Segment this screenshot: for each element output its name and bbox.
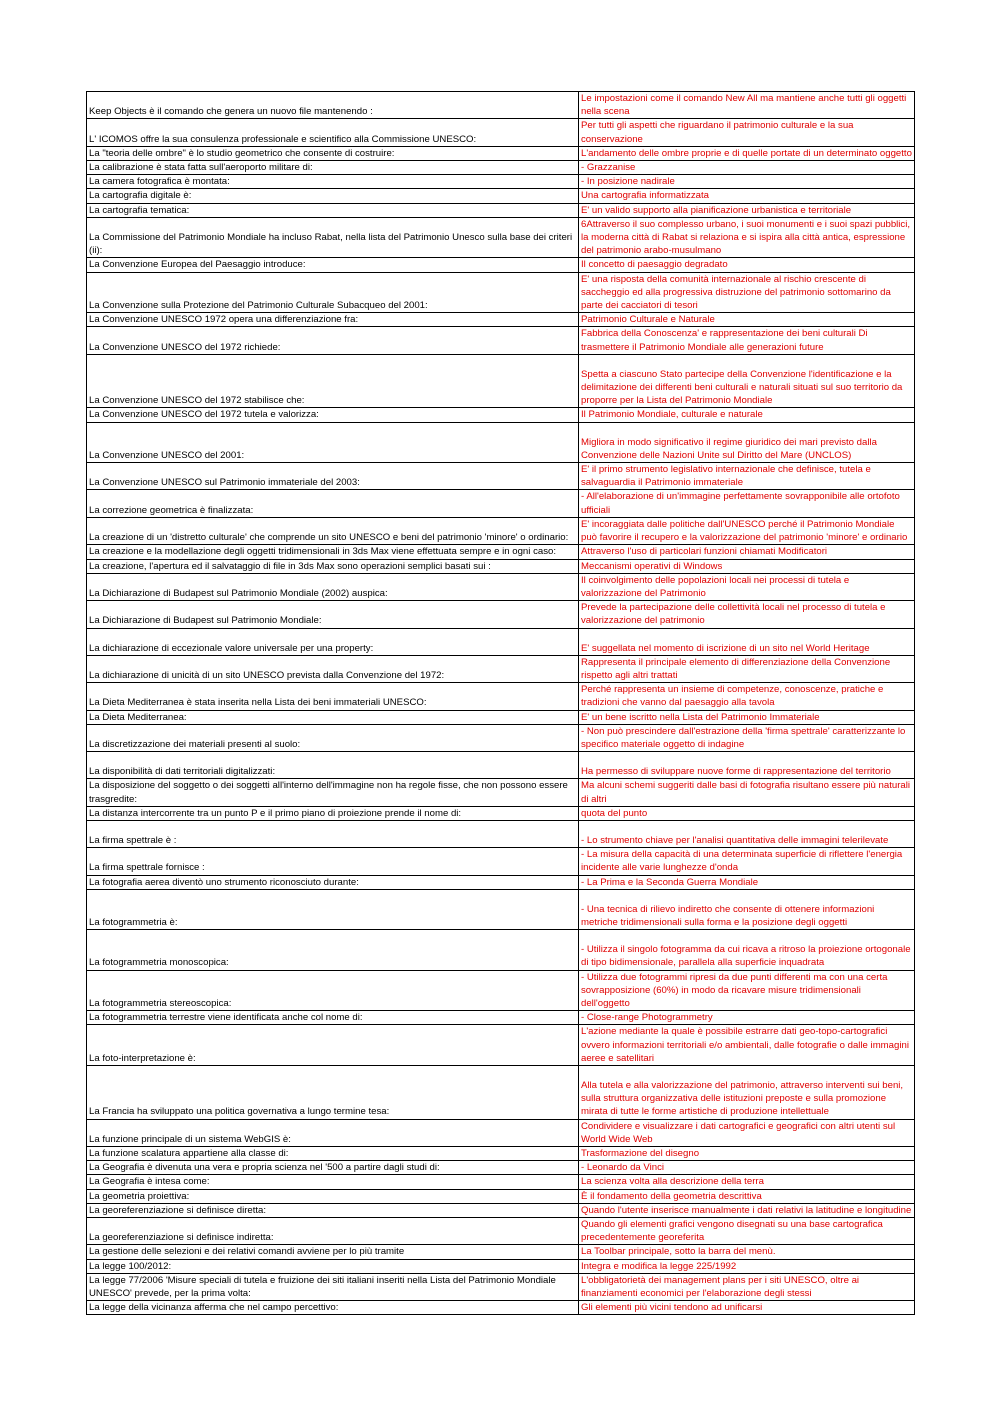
answer-cell: Integra e modifica la legge 225/1992	[579, 1259, 915, 1273]
table-row	[87, 217, 915, 258]
answer-cell: Meccanismi operativi di Windows	[579, 559, 915, 573]
answer-cell: Prevede la partecipazione delle collettività locali nel processo di tutela e valorizzazione del patrimonio	[579, 601, 915, 628]
question-cell: La Dieta Mediterranea:	[87, 710, 579, 724]
table-row	[87, 752, 915, 779]
answer-cell: - All'elaborazione di un'immagine perfettamente sovrapponibile alle ortofoto ufficiali	[579, 490, 915, 517]
question-cell: La Convenzione UNESCO del 1972 tutela e valorizza:	[87, 408, 579, 422]
answer-cell: E' incoraggiata dalle politiche dall'UNESCO perché il Patrimonio Mondiale può favorire il recupero e la valorizzazione del patrimonio 'minore' e ordinario	[579, 517, 915, 544]
table-row	[87, 1025, 915, 1066]
table-row	[87, 970, 915, 1011]
answer-cell: E' un bene iscritto nella Lista del Patrimonio Immateriale	[579, 710, 915, 724]
answer-cell: Rappresenta il principale elemento di differenziazione della Convenzione rispetto agli altri trattati	[579, 655, 915, 682]
answer-cell: Il concetto di paesaggio degradato	[579, 258, 915, 272]
question-cell: Keep Objects è il comando che genera un nuovo file mantenendo :	[87, 92, 579, 119]
question-cell: La dichiarazione di eccezionale valore universale per una property:	[87, 628, 579, 655]
answer-cell: Perché rappresenta un insieme di competenze, conoscenze, pratiche e tradizioni che vanno dal paesaggio alla tavola	[579, 683, 915, 710]
answer-cell: Le impostazioni come il comando New All ma mantiene anche tutti gli oggetti nella scena	[579, 92, 915, 119]
table-row	[87, 655, 915, 682]
table-row	[87, 92, 915, 119]
table-row	[87, 161, 915, 175]
table-row	[87, 408, 915, 422]
answer-cell: L'andamento delle ombre proprie e di quelle portate di un determinato oggetto	[579, 146, 915, 160]
question-cell: La legge 100/2012:	[87, 1259, 579, 1273]
answer-cell: Il coinvolgimento delle popolazioni locali nei processi di tutela e valorizzazione del Patrimonio	[579, 573, 915, 600]
answer-cell: E' una risposta della comunità internazionale al rischio crescente di saccheggio ed alla progressiva distruzione del patrimonio sottomarino da parte dei cacciatori di tesori	[579, 272, 915, 313]
question-cell: La Convenzione Europea del Paesaggio introduce:	[87, 258, 579, 272]
table-row	[87, 875, 915, 889]
question-cell: La disposizione del soggetto o dei soggetti all'interno dell'immagine non ha regole fisse, che non possono essere trasgredite:	[87, 779, 579, 806]
table-row	[87, 820, 915, 847]
answer-cell: E' un valido supporto alla pianificazione urbanistica e territoriale	[579, 203, 915, 217]
answer-cell: - Grazzanise	[579, 161, 915, 175]
question-cell: L' ICOMOS offre la sua consulenza professionale e scientifico alla Commissione UNESCO:	[87, 119, 579, 146]
question-cell: La correzione geometrica è finalizzata:	[87, 490, 579, 517]
table-row	[87, 1301, 915, 1315]
question-cell: La Francia ha sviluppato una politica governativa a lungo termine tesa:	[87, 1066, 579, 1120]
question-cell: La funzione principale di un sistema WebGIS è:	[87, 1119, 579, 1146]
question-cell: La calibrazione è stata fatta sull'aeroporto militare di:	[87, 161, 579, 175]
table-row	[87, 1066, 915, 1120]
question-cell: La cartografia digitale è:	[87, 189, 579, 203]
table-row	[87, 189, 915, 203]
table-row	[87, 779, 915, 806]
question-cell: La dichiarazione di unicità di un sito UNESCO prevista dalla Convenzione del 1972:	[87, 655, 579, 682]
table-row	[87, 710, 915, 724]
table-row	[87, 559, 915, 573]
question-cell: La Convenzione UNESCO del 2001:	[87, 422, 579, 462]
question-cell: La fotogrammetria è:	[87, 889, 579, 929]
question-cell: La geometria proiettiva:	[87, 1189, 579, 1203]
answer-cell: Gli elementi più vicini tendono ad unificarsi	[579, 1301, 915, 1315]
table-row	[87, 327, 915, 354]
table-row	[87, 1011, 915, 1025]
question-cell: La firma spettrale fornisce :	[87, 848, 579, 875]
quiz-table	[86, 91, 915, 1315]
question-cell: La legge della vicinanza afferma che nel campo percettivo:	[87, 1301, 579, 1315]
answer-cell: Fabbrica della Conoscenza' e rappresentazione dei beni culturali Di trasmettere il Patrimonio Mondiale alle generazioni future	[579, 327, 915, 354]
question-cell: La Convenzione UNESCO 1972 opera una differenziazione fra:	[87, 313, 579, 327]
answer-cell: 6Attraverso il suo complesso urbano, i suoi monumenti e i suoi spazi pubblici, la moderna città di Rabat si relaziona e si ispira alla città antica, espressione del patrimonio arabo-musulmano	[579, 217, 915, 258]
question-cell: La Geografia è intesa come:	[87, 1175, 579, 1189]
table-row	[87, 354, 915, 408]
question-cell: La fotogrammetria stereoscopica:	[87, 970, 579, 1011]
question-cell: La creazione e la modellazione degli oggetti tridimensionali in 3ds Max viene effettuata sempre e in ogni caso:	[87, 545, 579, 559]
answer-cell: Una cartografia informatizzata	[579, 189, 915, 203]
question-cell: La Commissione del Patrimonio Mondiale ha incluso Rabat, nella lista del Patrimonio Unesco sulla base dei criteri (ii):	[87, 217, 579, 258]
answer-cell: Ma alcuni schemi suggeriti dalle basi di fotografia risultano essere più naturali di altri	[579, 779, 915, 806]
answer-cell: - La Prima e la Seconda Guerra Mondiale	[579, 875, 915, 889]
question-cell: La fotogrammetria terrestre viene identificata anche col nome di:	[87, 1011, 579, 1025]
answer-cell: Quando gli elementi grafici vengono disegnati su una base cartografica precedentemente georeferita	[579, 1218, 915, 1245]
quiz-table-body	[87, 92, 915, 1315]
answer-cell: E' il primo strumento legislativo internazionale che definisce, tutela e salvaguardia il Patrimonio immateriale	[579, 463, 915, 490]
answer-cell: Spetta a ciascuno Stato partecipe della Convenzione l'identificazione e la delimitazione dei differenti beni culturali e naturali situati sul suo territorio da proporre per la Lista del Patrimonio Mondiale	[579, 354, 915, 408]
answer-cell: Per tutti gli aspetti che riguardano il patrimonio culturale e la sua conservazione	[579, 119, 915, 146]
question-cell: La disponibilità di dati territoriali digitalizzati:	[87, 752, 579, 779]
answer-cell: Quando l'utente inserisce manualmente i dati relativi la latitudine e longitudine	[579, 1203, 915, 1217]
table-row	[87, 848, 915, 875]
table-row	[87, 517, 915, 544]
table-row	[87, 683, 915, 710]
table-row	[87, 313, 915, 327]
question-cell: La cartografia tematica:	[87, 203, 579, 217]
table-row	[87, 1119, 915, 1146]
question-cell: La Dichiarazione di Budapest sul Patrimonio Mondiale:	[87, 601, 579, 628]
table-row	[87, 119, 915, 146]
question-cell: La georeferenziazione si definisce diretta:	[87, 1203, 579, 1217]
question-cell: La foto-interpretazione è:	[87, 1025, 579, 1066]
table-row	[87, 463, 915, 490]
answer-cell: Migliora in modo significativo il regime giuridico dei mari previsto dalla Convenzione delle Nazioni Unite sul Diritto del Mare (UNCLOS)	[579, 422, 915, 462]
answer-cell: Il Patrimonio Mondiale, culturale e naturale	[579, 408, 915, 422]
question-cell: La Dichiarazione di Budapest sul Patrimonio Mondiale (2002) auspica:	[87, 573, 579, 600]
answer-cell: La scienza volta alla descrizione della terra	[579, 1175, 915, 1189]
question-cell: La creazione di un 'distretto culturale' che comprende un sito UNESCO e beni del patrimonio 'minore' o ordinario:	[87, 517, 579, 544]
table-row	[87, 601, 915, 628]
table-row	[87, 1189, 915, 1203]
answer-cell: E' suggellata nel momento di iscrizione di un sito nel World Heritage	[579, 628, 915, 655]
answer-cell: Attraverso l'uso di particolari funzioni chiamati Modificatori	[579, 545, 915, 559]
table-row	[87, 490, 915, 517]
question-cell: La firma spettrale è :	[87, 820, 579, 847]
question-cell: La Convenzione UNESCO del 1972 stabilisce che:	[87, 354, 579, 408]
answer-cell: - In posizione nadirale	[579, 175, 915, 189]
answer-cell: quota del punto	[579, 806, 915, 820]
answer-cell: - Close-range Photogrammetry	[579, 1011, 915, 1025]
table-row	[87, 930, 915, 970]
question-cell: La fotografia aerea diventò uno strumento riconosciuto durante:	[87, 875, 579, 889]
table-row	[87, 258, 915, 272]
question-cell: La legge 77/2006 'Misure speciali di tutela e fruizione dei siti italiani inseriti nella Lista del Patrimonio Mondiale UNESCO' prevede, per la prima volta:	[87, 1273, 579, 1300]
answer-cell: - Lo strumento chiave per l'analisi quantitativa delle immagini telerilevate	[579, 820, 915, 847]
answer-cell: - Leonardo da Vinci	[579, 1161, 915, 1175]
answer-cell: - Non può prescindere dall'estrazione della 'firma spettrale' caratterizzante lo specifico materiale oggetto di indagine	[579, 724, 915, 751]
table-row	[87, 1161, 915, 1175]
question-cell: La distanza intercorrente tra un punto P e il primo piano di proiezione prende il nome di:	[87, 806, 579, 820]
table-row	[87, 573, 915, 600]
question-cell: La creazione, l'apertura ed il salvataggio di file in 3ds Max sono operazioni semplici basati sui :	[87, 559, 579, 573]
question-cell: La discretizzazione dei materiali presenti al suolo:	[87, 724, 579, 751]
table-row	[87, 545, 915, 559]
answer-cell: - Una tecnica di rilievo indiretto che consente di ottenere informazioni metriche tridimensionali sulla forma e la posizione degli oggetti	[579, 889, 915, 929]
answer-cell: La Toolbar principale, sotto la barra del menù.	[579, 1245, 915, 1259]
table-row	[87, 175, 915, 189]
answer-cell: Condividere e visualizzare i dati cartografici e geografici con altri utenti sul World Wide Web	[579, 1119, 915, 1146]
table-row	[87, 146, 915, 160]
answer-cell: Alla tutela e alla valorizzazione del patrimonio, attraverso interventi sui beni, sulla struttura organizzativa delle istituzioni preposte e sulla promozione mirata di tutte le forme artistiche di produzione intellettuale	[579, 1066, 915, 1120]
table-row	[87, 203, 915, 217]
question-cell: La Convenzione UNESCO del 1972 richiede:	[87, 327, 579, 354]
question-cell: La Convenzione sulla Protezione del Patrimonio Culturale Subacqueo del 2001:	[87, 272, 579, 313]
table-row	[87, 272, 915, 313]
answer-cell: L'azione mediante la quale è possibile estrarre dati geo-topo-cartografici ovvero informazioni territoriali e/o ambientali, dalle fotografie o dalle immagini aeree e satellitari	[579, 1025, 915, 1066]
table-row	[87, 1245, 915, 1259]
answer-cell: È il fondamento della geometria descrittiva	[579, 1189, 915, 1203]
question-cell: La fotogrammetria monoscopica:	[87, 930, 579, 970]
table-row	[87, 628, 915, 655]
answer-cell: Patrimonio Culturale e Naturale	[579, 313, 915, 327]
question-cell: La funzione scalatura appartiene alla classe di:	[87, 1147, 579, 1161]
answer-cell: Trasformazione del disegno	[579, 1147, 915, 1161]
table-row	[87, 1147, 915, 1161]
answer-cell: - Utilizza due fotogrammi ripresi da due punti differenti ma con una certa sovrapposizione (60%) in modo da ricavare misure tridimensionali dell'oggetto	[579, 970, 915, 1011]
table-row	[87, 1273, 915, 1300]
question-cell: La "teoria delle ombre" è lo studio geometrico che consente di costruire:	[87, 146, 579, 160]
question-cell: La Convenzione UNESCO sul Patrimonio immateriale del 2003:	[87, 463, 579, 490]
table-row	[87, 422, 915, 462]
answer-cell: L'obbligatorietà dei management plans per i siti UNESCO, oltre ai finanziamenti economici per l'elaborazione degli stessi	[579, 1273, 915, 1300]
question-cell: La camera fotografica è montata:	[87, 175, 579, 189]
table-row	[87, 1218, 915, 1245]
table-row	[87, 889, 915, 929]
table-row	[87, 724, 915, 751]
answer-cell: - Utilizza il singolo fotogramma da cui ricava a ritroso la proiezione ortogonale di tipo bidimensionale, parallela alla superficie inquadrata	[579, 930, 915, 970]
question-cell: La Geografia è divenuta una vera e propria scienza nel '500 a partire dagli studi di:	[87, 1161, 579, 1175]
table-row	[87, 1259, 915, 1273]
table-row	[87, 806, 915, 820]
answer-cell: Ha permesso di sviluppare nuove forme di rappresentazione del territorio	[579, 752, 915, 779]
question-cell: La Dieta Mediterranea è stata inserita nella Lista dei beni immateriali UNESCO:	[87, 683, 579, 710]
question-cell: La georeferenziazione si definisce indiretta:	[87, 1218, 579, 1245]
table-row	[87, 1203, 915, 1217]
table-row	[87, 1175, 915, 1189]
question-cell: La gestione delle selezioni e dei relativi comandi avviene per lo più tramite	[87, 1245, 579, 1259]
answer-cell: - La misura della capacità di una determinata superficie di riflettere l'energia incidente alle varie lunghezze d'onda	[579, 848, 915, 875]
